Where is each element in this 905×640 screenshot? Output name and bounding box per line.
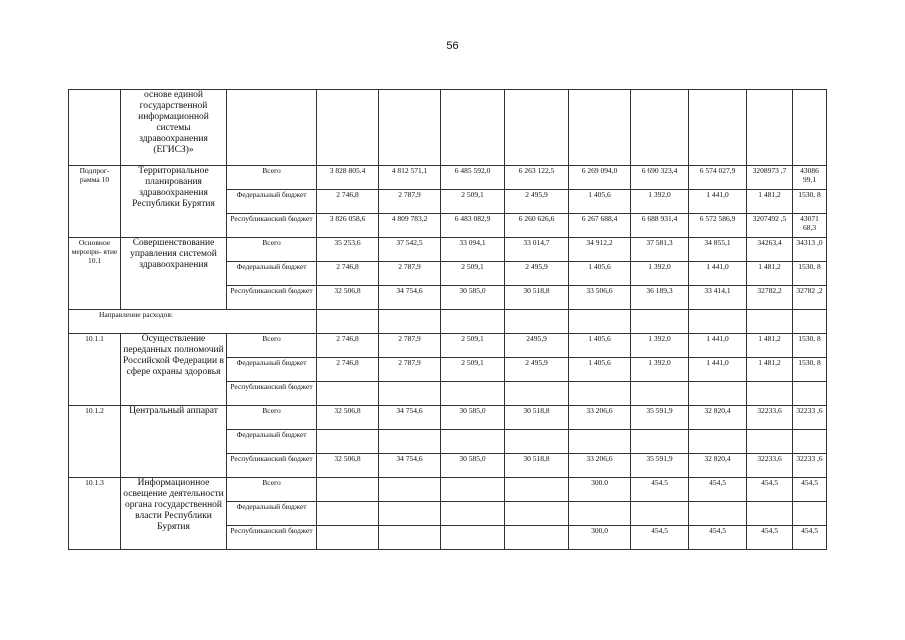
value-cell <box>317 526 379 550</box>
value-cell <box>747 430 793 454</box>
value-cell: 43086 99,1 <box>793 166 827 190</box>
table-cell <box>689 310 747 334</box>
funding-source-cell: Федеральный бюджет <box>227 262 317 286</box>
table-row <box>69 166 827 190</box>
value-cell: 454,5 <box>747 526 793 550</box>
value-cell <box>505 478 569 502</box>
value-cell: 35 591,9 <box>631 454 689 478</box>
value-cell: 454,5 <box>689 478 747 502</box>
value-cell: 3 826 058,6 <box>317 214 379 238</box>
value-cell: 32233,6 <box>747 406 793 430</box>
value-cell <box>505 502 569 526</box>
funding-source-cell: Федеральный бюджет <box>227 502 317 526</box>
value-cell: 6 269 094,0 <box>569 166 631 190</box>
value-cell: 4 809 783,2 <box>379 214 441 238</box>
value-cell: 6 267 688,4 <box>569 214 631 238</box>
value-cell: 1530, 8 <box>793 190 827 214</box>
value-cell: 2 495,9 <box>505 190 569 214</box>
funding-source-cell: Федеральный бюджет <box>227 190 317 214</box>
direction-label-cell: Направление расходов: <box>69 310 317 334</box>
funding-source-cell: Республиканский бюджет <box>227 382 317 406</box>
value-cell: 1 392,0 <box>631 358 689 382</box>
value-cell <box>317 430 379 454</box>
value-cell: 454,5 <box>747 478 793 502</box>
value-cell: 300,0 <box>569 526 631 550</box>
value-cell: 6 572 586,9 <box>689 214 747 238</box>
value-cell: 1 441,0 <box>689 190 747 214</box>
value-cell <box>379 382 441 406</box>
value-cell <box>505 382 569 406</box>
table-row <box>69 90 827 166</box>
value-cell: 1 405,6 <box>569 190 631 214</box>
row-code-cell: Подпрог- рамма 10 <box>69 166 121 238</box>
value-cell: 36 189,3 <box>631 286 689 310</box>
value-cell <box>317 382 379 406</box>
row-name-cell: Центральный аппарат <box>121 406 227 478</box>
value-cell: 2 509,1 <box>441 262 505 286</box>
row-name-cell: Информационное освещение деятельности органа государственной власти Республики Бурятия <box>121 478 227 550</box>
table-cell <box>441 90 505 166</box>
value-cell: 1 441,0 <box>689 262 747 286</box>
value-cell: 6 485 592,0 <box>441 166 505 190</box>
funding-source-cell: Всего <box>227 406 317 430</box>
table-cell <box>441 310 505 334</box>
value-cell <box>689 382 747 406</box>
row-name-cell: Территориальное планирования здравоохранения Республики Бурятия <box>121 166 227 238</box>
table-row <box>69 406 827 430</box>
table-cell <box>505 310 569 334</box>
value-cell: 4 812 571,1 <box>379 166 441 190</box>
value-cell: 1 441,0 <box>689 334 747 358</box>
value-cell: 33 094,1 <box>441 238 505 262</box>
funding-source-cell: Республиканский бюджет <box>227 454 317 478</box>
row-name-cell: Совершенствование управления системой здравоохранения <box>121 238 227 310</box>
value-cell: 34313 ,0 <box>793 238 827 262</box>
table-cell <box>631 310 689 334</box>
table-cell <box>747 90 793 166</box>
row-name-cell: Осуществление переданных полномочий Российской Федерации в сфере охраны здоровья <box>121 334 227 406</box>
value-cell: 1 392,0 <box>631 334 689 358</box>
value-cell: 32 506,8 <box>317 454 379 478</box>
funding-source-cell: Федеральный бюджет <box>227 358 317 382</box>
table-cell <box>569 310 631 334</box>
value-cell: 33 014,7 <box>505 238 569 262</box>
value-cell <box>747 502 793 526</box>
value-cell: 2 787,9 <box>379 358 441 382</box>
row-code-cell: 10.1.1 <box>69 334 121 406</box>
value-cell: 2 746,8 <box>317 262 379 286</box>
value-cell <box>631 382 689 406</box>
value-cell: 34 912,2 <box>569 238 631 262</box>
value-cell: 1 481,2 <box>747 262 793 286</box>
value-cell: 2 746,8 <box>317 190 379 214</box>
value-cell: 30 585,0 <box>441 286 505 310</box>
activity-name-cell: основе единой государственной информационной системы здравоохранения (ЕГИСЗ)» <box>121 90 227 166</box>
value-cell <box>505 526 569 550</box>
funding-source-cell: Федеральный бюджет <box>227 430 317 454</box>
value-cell <box>379 502 441 526</box>
table-body <box>69 90 827 550</box>
value-cell <box>569 382 631 406</box>
value-cell: 6 574 027,9 <box>689 166 747 190</box>
table-cell <box>379 90 441 166</box>
value-cell: 1 392,0 <box>631 190 689 214</box>
table-cell <box>793 310 827 334</box>
value-cell: 454,5 <box>689 526 747 550</box>
value-cell: 2 746,8 <box>317 358 379 382</box>
value-cell <box>441 478 505 502</box>
value-cell <box>441 382 505 406</box>
value-cell <box>689 502 747 526</box>
value-cell: 2495,9 <box>505 334 569 358</box>
value-cell <box>379 526 441 550</box>
funding-source-cell: Всего <box>227 238 317 262</box>
value-cell: 3207492 ,5 <box>747 214 793 238</box>
value-cell: 1530, 8 <box>793 262 827 286</box>
row-code-cell: 10.1.3 <box>69 478 121 550</box>
value-cell: 30 518,8 <box>505 406 569 430</box>
value-cell <box>793 502 827 526</box>
table-cell <box>317 90 379 166</box>
value-cell: 32782 ,2 <box>793 286 827 310</box>
value-cell <box>793 382 827 406</box>
table-cell <box>317 310 379 334</box>
page-number: 56 <box>446 40 459 52</box>
value-cell <box>747 382 793 406</box>
value-cell <box>793 430 827 454</box>
value-cell: 1 405,6 <box>569 358 631 382</box>
value-cell: 32 506,8 <box>317 286 379 310</box>
value-cell: 33 206,6 <box>569 406 631 430</box>
value-cell: 32233 ,6 <box>793 406 827 430</box>
value-cell: 30 585,0 <box>441 406 505 430</box>
value-cell: 37 542,5 <box>379 238 441 262</box>
table-row <box>69 334 827 358</box>
funding-source-cell: Всего <box>227 478 317 502</box>
value-cell: 32 820,4 <box>689 406 747 430</box>
value-cell <box>689 430 747 454</box>
value-cell: 6 688 931,4 <box>631 214 689 238</box>
value-cell: 6 690 323,4 <box>631 166 689 190</box>
value-cell <box>441 430 505 454</box>
table-cell <box>505 90 569 166</box>
value-cell: 1 392,0 <box>631 262 689 286</box>
table-cell <box>379 310 441 334</box>
value-cell: 300.0 <box>569 478 631 502</box>
value-cell: 1 481,2 <box>747 334 793 358</box>
value-cell: 3208973 ,7 <box>747 166 793 190</box>
value-cell: 6 483 082,9 <box>441 214 505 238</box>
value-cell: 2 787,9 <box>379 190 441 214</box>
table-cell <box>689 90 747 166</box>
value-cell: 33 414,1 <box>689 286 747 310</box>
value-cell: 1 481,2 <box>747 358 793 382</box>
table-cell <box>227 90 317 166</box>
value-cell: 37 581,3 <box>631 238 689 262</box>
value-cell: 34 754,6 <box>379 454 441 478</box>
value-cell: 43071 68,3 <box>793 214 827 238</box>
value-cell: 30 518,8 <box>505 286 569 310</box>
value-cell <box>631 502 689 526</box>
value-cell: 2 495,9 <box>505 262 569 286</box>
value-cell: 35 253,6 <box>317 238 379 262</box>
value-cell: 2 509,1 <box>441 358 505 382</box>
value-cell <box>569 502 631 526</box>
value-cell <box>505 430 569 454</box>
value-cell: 34 754,6 <box>379 406 441 430</box>
value-cell: 32233,6 <box>747 454 793 478</box>
value-cell: 32 506,8 <box>317 406 379 430</box>
table-cell <box>793 90 827 166</box>
funding-source-cell: Республиканский бюджет <box>227 214 317 238</box>
value-cell <box>379 478 441 502</box>
value-cell: 2 509,1 <box>441 190 505 214</box>
value-cell: 33 206,6 <box>569 454 631 478</box>
value-cell: 454,5 <box>793 526 827 550</box>
value-cell: 1 481,2 <box>747 190 793 214</box>
funding-source-cell: Республиканский бюджет <box>227 526 317 550</box>
value-cell: 33 506,6 <box>569 286 631 310</box>
value-cell <box>631 430 689 454</box>
funding-source-cell: Всего <box>227 166 317 190</box>
value-cell <box>569 430 631 454</box>
value-cell: 1530, 8 <box>793 334 827 358</box>
value-cell: 30 518,8 <box>505 454 569 478</box>
table-cell <box>631 90 689 166</box>
budget-table <box>68 89 827 550</box>
value-cell: 6 260 626,6 <box>505 214 569 238</box>
table-cell <box>569 90 631 166</box>
table-cell <box>747 310 793 334</box>
value-cell <box>317 478 379 502</box>
value-cell: 32782,2 <box>747 286 793 310</box>
value-cell: 2 746,8 <box>317 334 379 358</box>
value-cell: 6 263 122,5 <box>505 166 569 190</box>
funding-source-cell: Республиканский бюджет <box>227 286 317 310</box>
value-cell: 34263,4 <box>747 238 793 262</box>
value-cell: 35 591,9 <box>631 406 689 430</box>
funding-source-cell: Всего <box>227 334 317 358</box>
value-cell: 1 405,6 <box>569 262 631 286</box>
value-cell: 454.5 <box>631 478 689 502</box>
table-cell <box>69 90 121 166</box>
value-cell: 2 509,1 <box>441 334 505 358</box>
value-cell <box>317 502 379 526</box>
value-cell: 1 405,6 <box>569 334 631 358</box>
value-cell: 30 585,0 <box>441 454 505 478</box>
value-cell: 32233 ,6 <box>793 454 827 478</box>
row-code-cell: 10.1.2 <box>69 406 121 478</box>
value-cell <box>379 430 441 454</box>
value-cell: 1 441,0 <box>689 358 747 382</box>
value-cell: 34 855,1 <box>689 238 747 262</box>
table-row <box>69 478 827 502</box>
table-row <box>69 310 827 334</box>
value-cell: 2 787,9 <box>379 262 441 286</box>
value-cell: 2 787,9 <box>379 334 441 358</box>
table-row <box>69 238 827 262</box>
value-cell <box>441 526 505 550</box>
value-cell: 1530, 8 <box>793 358 827 382</box>
value-cell: 454,5 <box>631 526 689 550</box>
value-cell: 2 495,9 <box>505 358 569 382</box>
value-cell: 3 828 805.4 <box>317 166 379 190</box>
value-cell: 32 820,4 <box>689 454 747 478</box>
row-code-cell: Основное меропри- ятие 10.1 <box>69 238 121 310</box>
value-cell <box>441 502 505 526</box>
value-cell: 34 754,6 <box>379 286 441 310</box>
value-cell: 454,5 <box>793 478 827 502</box>
